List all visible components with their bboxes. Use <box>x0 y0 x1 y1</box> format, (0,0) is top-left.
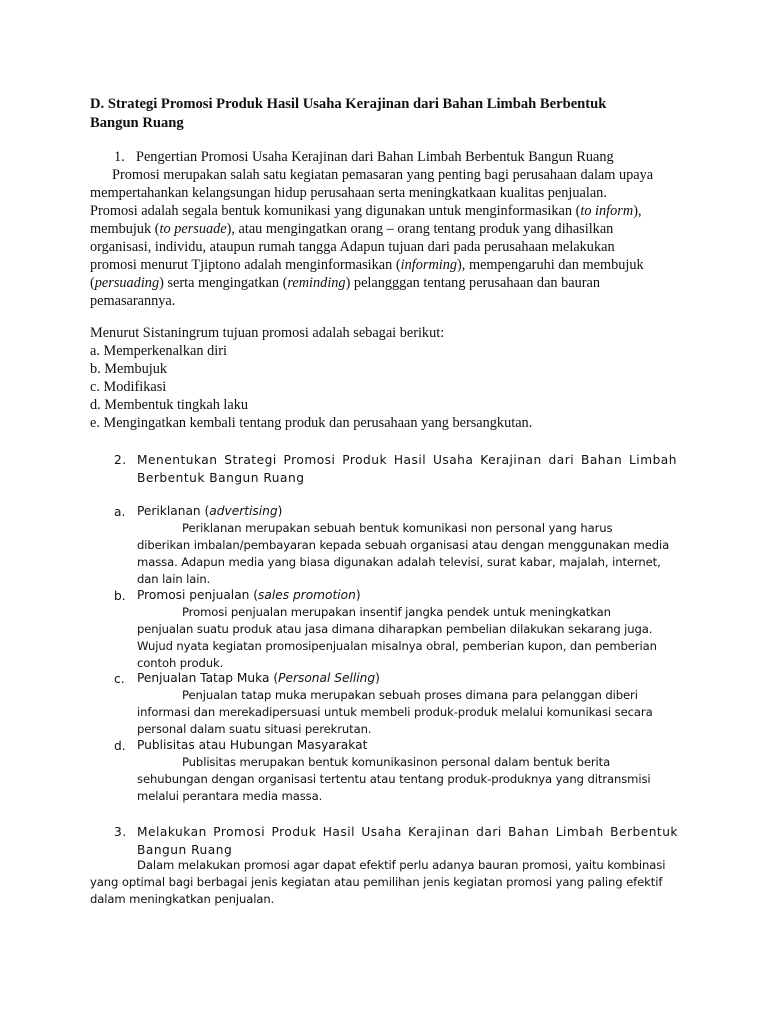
paragraph-line: (persuading) serta mengingatkan (reminding) pelangggan tentang perusahaan dan bauran <box>90 275 601 291</box>
item-c-marker: c. <box>114 672 125 686</box>
item-d-body: Publisitas merupakan bentuk komunikasinon personal dalam bentuk berita sehubungan dengan organisasi tertentu atau tentang produk-produknya yang ditransmisi melalui perantara media massa. <box>137 755 651 803</box>
item-a-body: Periklanan merupakan sebuah bentuk komunikasi non personal yang harus diberikan imbalan/pembayaran kepada sebuah organisasi atau dengan menggunakan media massa. Adapun media yang biasa digunakan adalah televisi, surat kabar, majalah, internet, dan lain lain. <box>137 521 670 586</box>
paragraph-line: pemasarannya. <box>90 293 176 309</box>
list-item: e. Mengingatkan kembali tentang produk dan perusahaan yang bersangkutan. <box>90 415 533 431</box>
subsection-1-paragraph <box>90 166 678 310</box>
item-b-marker: b. <box>114 589 126 603</box>
subsection-2-title: Menentukan Strategi Promosi Produk Hasil Usaha Kerajinan dari Bahan Limbah Berbentuk Bangun Ruang <box>137 453 677 485</box>
list-intro: Menurut Sistaningrum tujuan promosi adalah sebagai berikut: <box>90 325 445 341</box>
list-item: b. Membujuk <box>90 361 168 377</box>
subsection-3-title: Melakukan Promosi Produk Hasil Usaha Kerajinan dari Bahan Limbah Berbentuk Bangun Ruang <box>137 825 678 857</box>
paragraph-line: Promosi adalah segala bentuk komunikasi yang digunakan untuk menginformasikan (to inform), <box>90 203 642 219</box>
subsection-1-title: Pengertian Promosi Usaha Kerajinan dari Bahan Limbah Berbentuk Bangun Ruang <box>136 149 614 165</box>
section-heading-line-1: D. Strategi Promosi Produk Hasil Usaha Kerajinan dari Bahan Limbah Berbentuk <box>90 96 607 112</box>
item-c-title: Penjualan Tatap Muka (Personal Selling) <box>137 671 380 685</box>
list-item: d. Membentuk tingkah laku <box>90 397 249 413</box>
item-d-title: Publisitas atau Hubungan Masyarakat <box>137 738 368 752</box>
item-a-title: Periklanan (advertising) <box>137 504 283 518</box>
paragraph-line: Promosi merupakan salah satu kegiatan pemasaran yang penting bagi perusahaan dalam upaya <box>112 167 654 183</box>
subsection-3-number: 3. <box>114 825 127 839</box>
item-b-body: Promosi penjualan merupakan insentif jangka pendek untuk meningkatkan penjualan suatu produk atau jasa dimana diharapkan pembelian dilakukan sekarang juga. Wujud nyata kegiatan promosipenjualan misalnya obral, pemberian kupon, dan pemberian contoh produk. <box>137 605 657 670</box>
item-b-title: Promosi penjualan (sales promotion) <box>137 588 361 602</box>
item-c-body: Penjualan tatap muka merupakan sebuah proses dimana para pelanggan diberi informasi dan merekadipersuasi untuk membeli produk-produk melalui komunikasi secara personal dalam suatu situasi perekrutan. <box>137 688 653 736</box>
paragraph-line: organisasi, individu, ataupun rumah tangga Adapun tujuan dari pada perusahaan melakukan <box>90 239 615 255</box>
purpose-list <box>90 342 532 432</box>
list-item: c. Modifikasi <box>90 379 167 395</box>
paragraph-line: membujuk (to persuade), atau mengingatkan orang – orang tentang produk yang dihasilkan <box>90 221 614 237</box>
subsection-3-body: Dalam melakukan promosi agar dapat efektif perlu adanya bauran promosi, yaitu kombinasi yang optimal bagi berbagai jenis kegiatan atau pemilihan jenis kegiatan promosi yang paling efektif dalam meningkatkan penjualan. <box>90 858 666 906</box>
item-a-marker: a. <box>114 505 126 519</box>
section-heading-line-2: Bangun Ruang <box>90 115 184 131</box>
paragraph-line: mempertahankan kelangsungan hidup perusahaan serta meningkatkaan kualitas penjualan. <box>90 185 607 201</box>
item-d-marker: d. <box>114 739 126 753</box>
paragraph-line: promosi menurut Tjiptono adalah menginformasikan (informing), mempengaruhi dan membujuk <box>90 257 644 273</box>
section-heading <box>90 95 606 133</box>
list-item: a. Memperkenalkan diri <box>90 343 227 359</box>
subsection-2-number: 2. <box>114 453 127 467</box>
subsection-1-number: 1. <box>114 149 125 165</box>
